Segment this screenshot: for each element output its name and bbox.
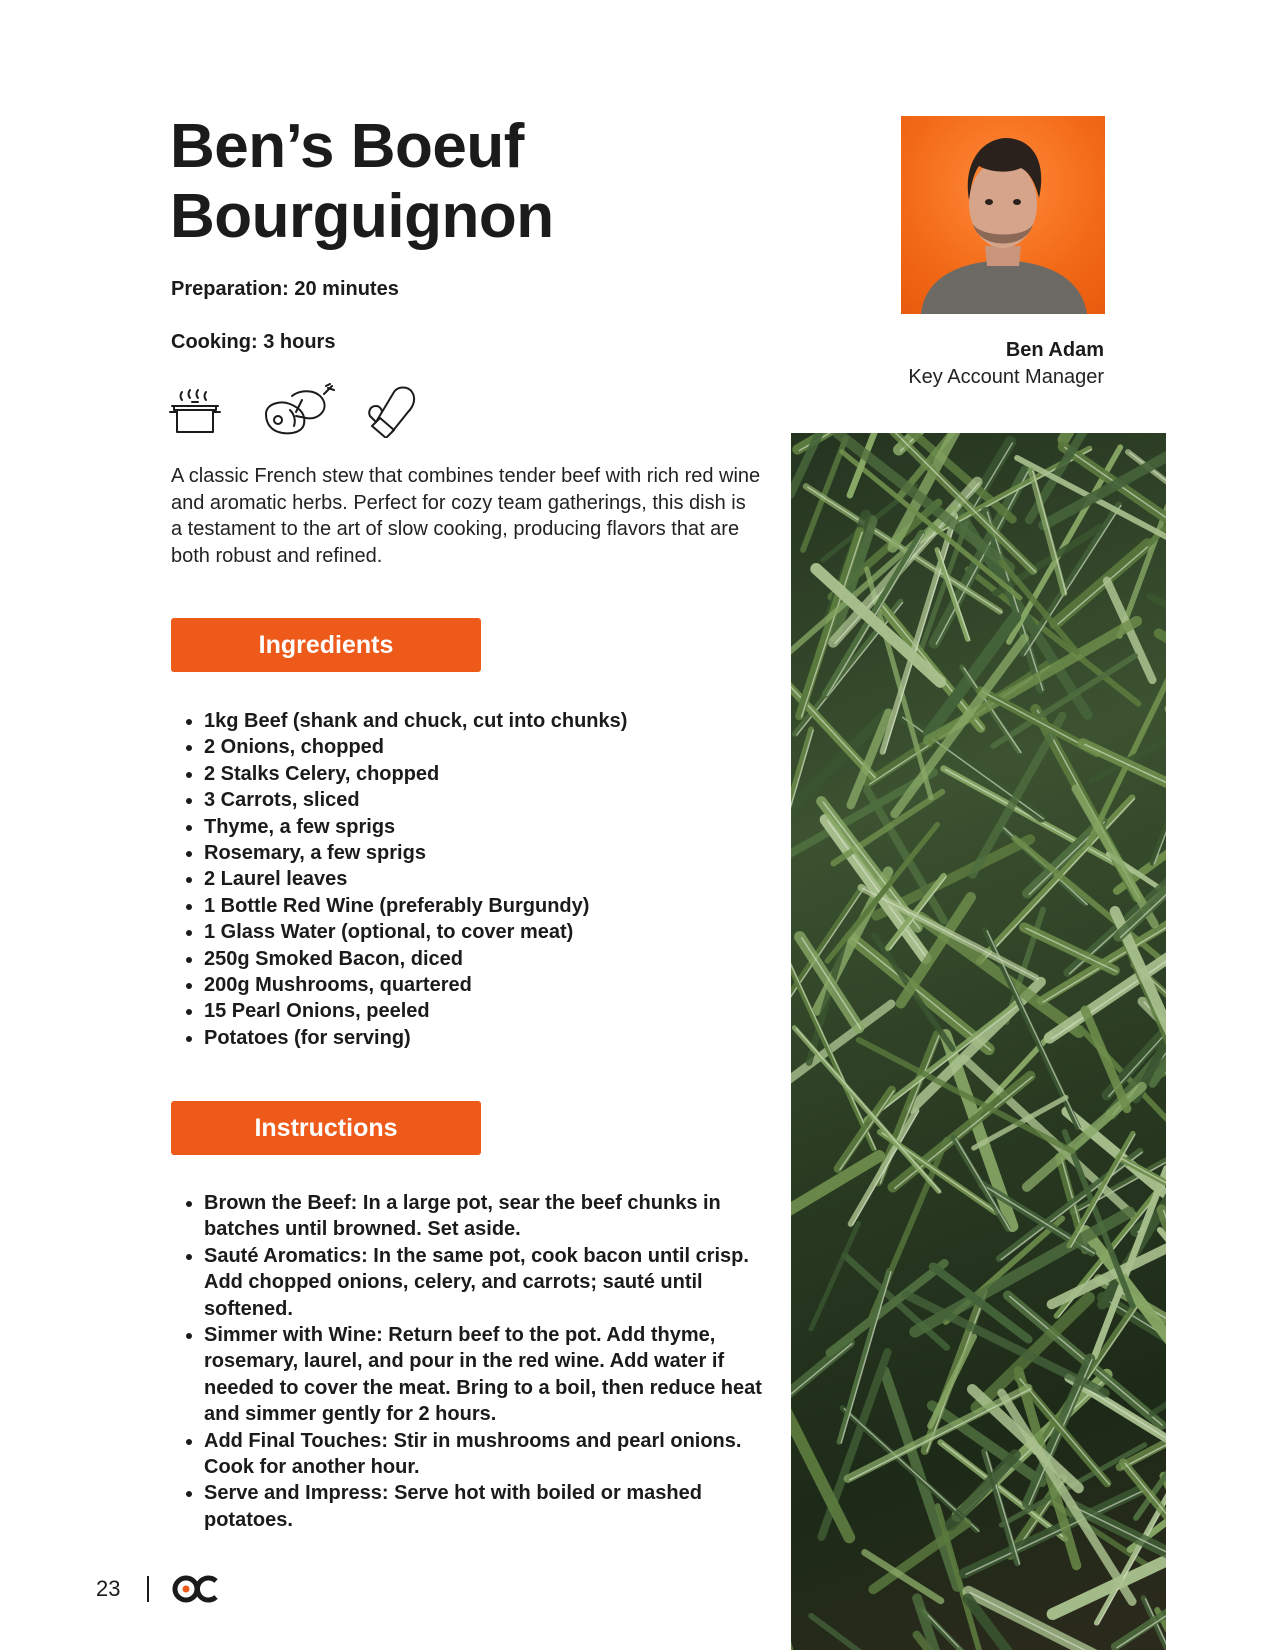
author-role: Key Account Manager (908, 366, 1104, 388)
oven-mitt-icon (362, 382, 418, 438)
list-item: • 2 Onions, chopped (204, 734, 764, 760)
list-item: • Serve and Impress: Serve hot with boiled or mashed potatoes. (204, 1480, 764, 1533)
list-item: • 2 Stalks Celery, chopped (204, 761, 764, 787)
page-number: 23 (96, 1576, 121, 1601)
instructions-list (204, 1190, 764, 1533)
recipe-description: A classic French stew that combines tender beef with rich red wine and aromatic herbs. Perfect for cozy team gatherings, this dish is a testament to the art of slow cooking, producing flavors that are both robust and refined. (171, 465, 761, 567)
list-item: • Potatoes (for serving) (204, 1025, 764, 1051)
steaming-pot-icon (168, 382, 224, 438)
list-item: • 2 Laurel leaves (204, 866, 764, 892)
list-item: • Rosemary, a few sprigs (204, 840, 764, 866)
cooking-time: Cooking: 3 hours (171, 331, 336, 353)
recipe-title-line1: Ben’s Boeuf (170, 112, 524, 181)
list-item: • 250g Smoked Bacon, diced (204, 946, 764, 972)
list-item: • Thyme, a few sprigs (204, 814, 764, 840)
list-item: • 15 Pearl Onions, peeled (204, 998, 764, 1024)
author-name: Ben Adam (1005, 339, 1104, 361)
list-item: • Brown the Beef: In a large pot, sear the beef chunks in batches until browned. Set aside. (204, 1190, 764, 1243)
rosemary-image-icon (791, 433, 1166, 1650)
list-item: • 200g Mushrooms, quartered (204, 972, 764, 998)
recipe-title (170, 112, 730, 252)
list-item: • 1kg Beef (shank and chuck, cut into chunks) (204, 708, 764, 734)
preparation-time: Preparation: 20 minutes (171, 278, 399, 300)
list-item: • 3 Carrots, sliced (204, 787, 764, 813)
list-item: • 1 Bottle Red Wine (preferably Burgundy) (204, 893, 764, 919)
footer-divider (147, 1576, 149, 1602)
person-photo-icon (901, 116, 1105, 314)
list-item: • Add Final Touches: Stir in mushrooms and pearl onions. Cook for another hour. (204, 1428, 764, 1481)
chicken-and-steak-icon (262, 382, 338, 438)
list-item: • Sauté Aromatics: In the same pot, cook bacon until crisp. Add chopped onions, celery, and carrots; sauté until softened. (204, 1243, 764, 1322)
recipe-title-line2: Bourguignon (170, 182, 554, 251)
author-portrait (901, 116, 1105, 314)
ingredients-heading: Ingredients (171, 618, 481, 672)
list-item: • Simmer with Wine: Return beef to the pot. Add thyme, rosemary, laurel, and pour in the red wine. Add water if needed to cover the meat. Bring to a boil, then reduce heat and simmer gently for 2 hours. (204, 1322, 764, 1428)
rosemary-photo (791, 433, 1166, 1650)
instructions-heading: Instructions (171, 1101, 481, 1155)
oc-logo-icon (172, 1574, 220, 1604)
list-item: • 1 Glass Water (optional, to cover meat) (204, 919, 764, 945)
ingredients-list (204, 708, 764, 1051)
